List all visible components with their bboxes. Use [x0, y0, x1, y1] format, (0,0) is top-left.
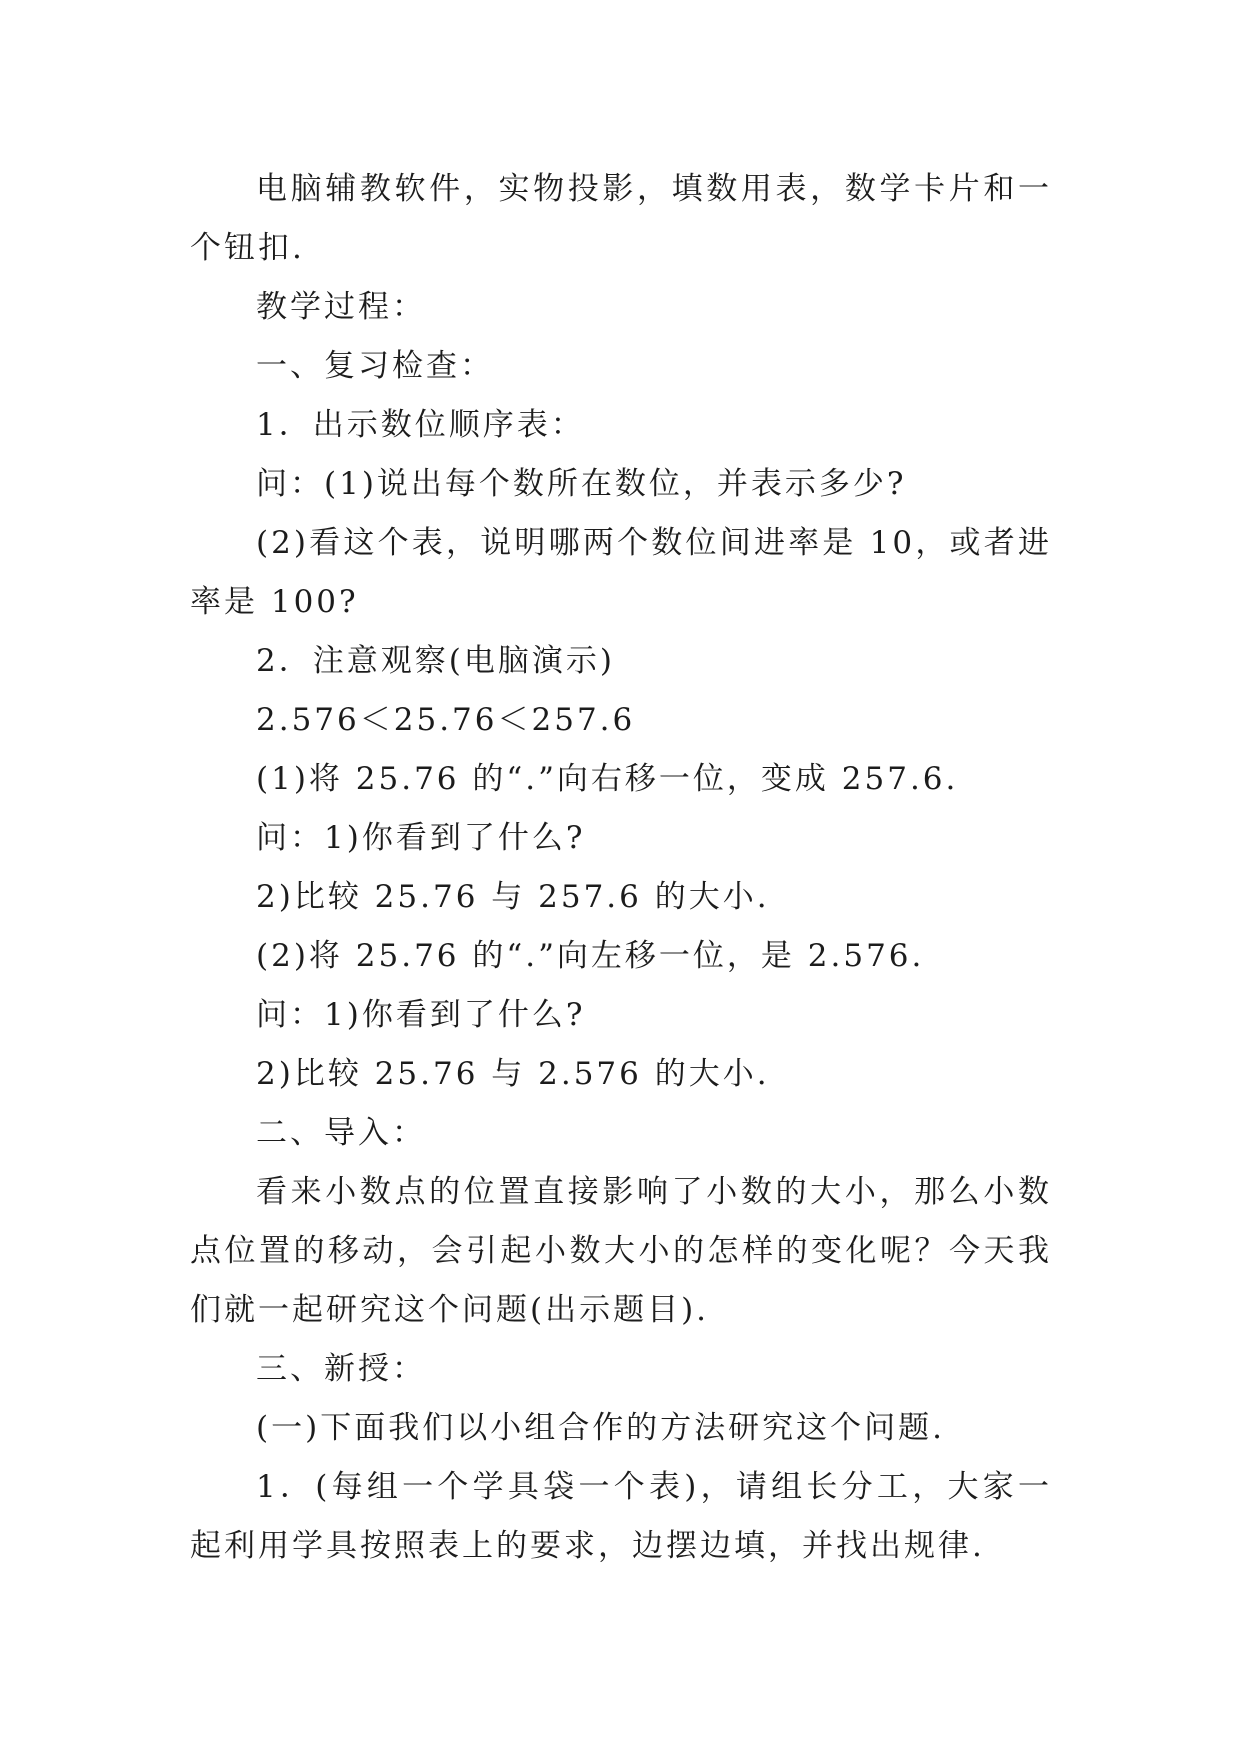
paragraph-compare-1: 2)比较 25.76 与 257.6 的大小.: [256, 879, 770, 915]
paragraph-group-task: 1．(每组一个学具袋一个表)，请组长分工，大家一起利用学具按照表上的要求，边摆边填，并找出规律.: [190, 1469, 1052, 1564]
paragraph-inequality: 2.576＜25.76＜257.6: [256, 702, 636, 738]
paragraph-question-2: (2)看这个表，说明哪两个数位间进率是 10，或者进率是 100?: [190, 525, 1052, 620]
paragraph-compare-2: 2)比较 25.76 与 2.576 的大小.: [256, 1056, 770, 1092]
heading-new-lesson: 三、新授：: [256, 1351, 426, 1387]
paragraph-move-right: (1)将 25.76 的“.”向右移一位，变成 257.6.: [256, 761, 959, 797]
paragraph-place-value-table: 1．出示数位顺序表：: [256, 407, 585, 443]
paragraph-materials: 电脑辅教软件，实物投影，填数用表，数学卡片和一个钮扣.: [190, 171, 1052, 266]
paragraph-what-seen-2: 问：1)你看到了什么?: [256, 997, 586, 1033]
paragraph-introduction: 看来小数点的位置直接影响了小数的大小，那么小数点位置的移动，会引起小数大小的怎样的变化呢？今天我们就一起研究这个问题(出示题目).: [190, 1174, 1052, 1328]
paragraph-observe: 2．注意观察(电脑演示): [256, 643, 615, 679]
paragraph-teaching-process: 教学过程：: [256, 289, 426, 325]
paragraph-group-work: (一)下面我们以小组合作的方法研究这个问题.: [256, 1410, 946, 1446]
paragraph-move-left: (2)将 25.76 的“.”向左移一位，是 2.576.: [256, 938, 925, 974]
document-body: [190, 160, 1052, 1576]
paragraph-question-1: 问：(1)说出每个数所在数位，并表示多少?: [256, 466, 907, 502]
heading-introduction: 二、导入：: [256, 1115, 426, 1151]
heading-review: 一、复习检查：: [256, 348, 494, 384]
paragraph-what-seen-1: 问：1)你看到了什么?: [256, 820, 586, 856]
